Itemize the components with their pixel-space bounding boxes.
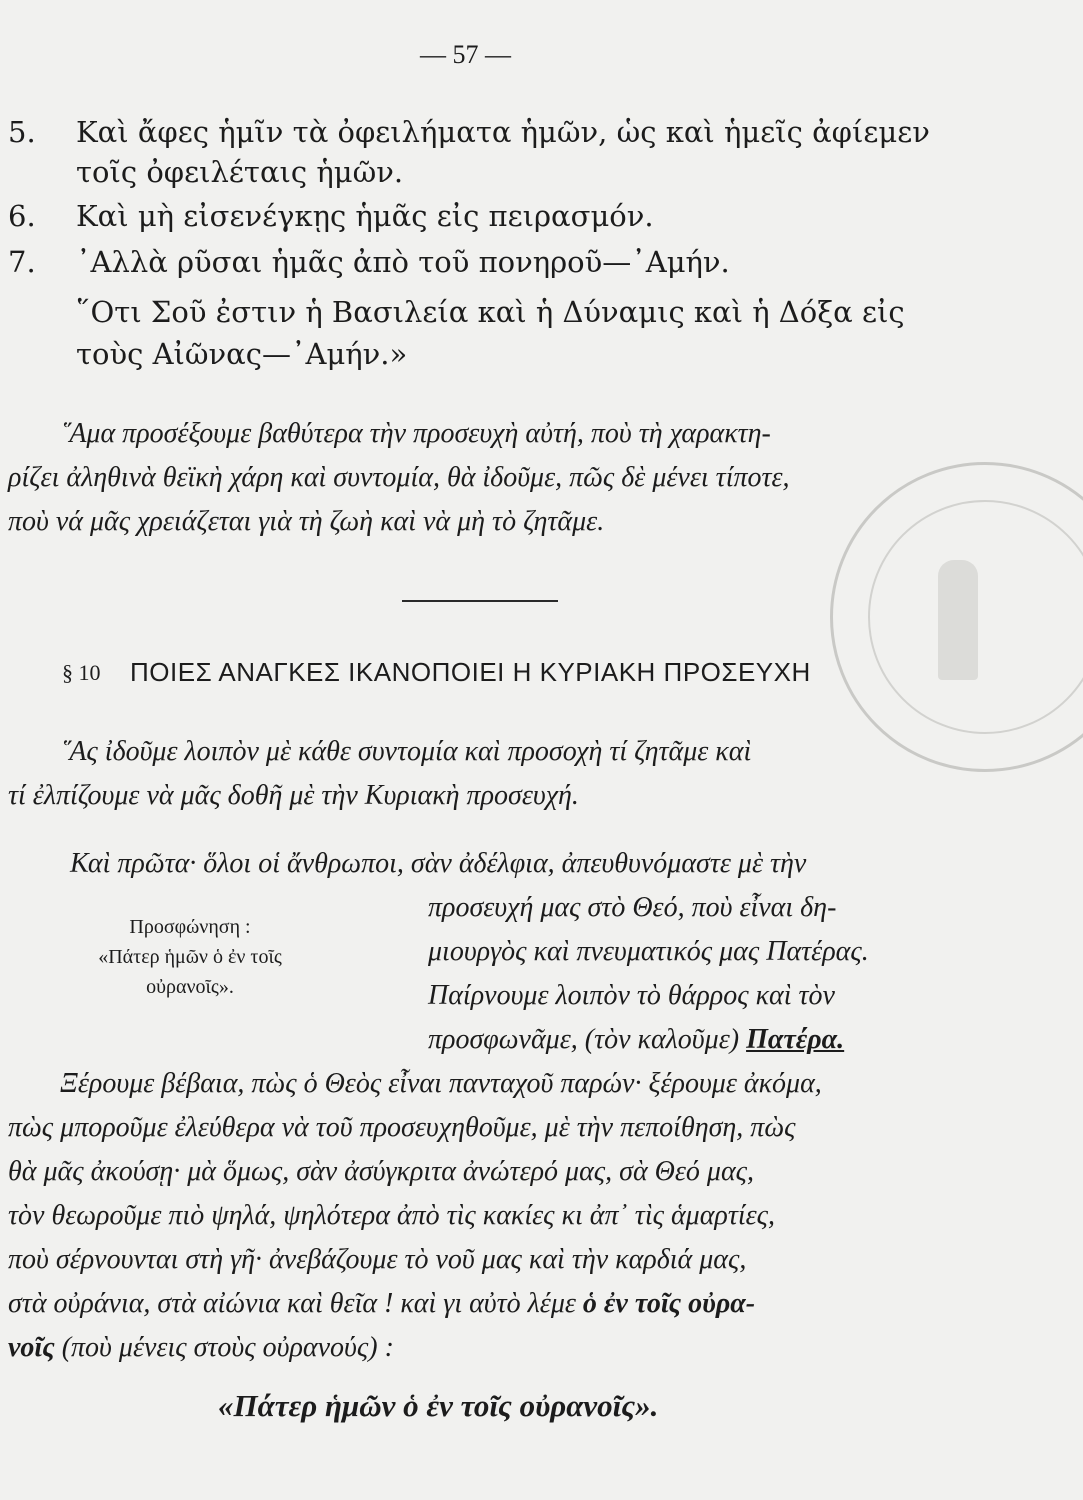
page-number: — 57 — [420,40,511,69]
section-marker: § 10 [62,660,101,685]
verse-number: 6. [8,199,36,233]
text-segment: στὰ οὐράνια, στὰ αἰώνια καὶ θεῖα ! καὶ γι αὐτὸ λέμε [8,1288,576,1319]
paragraph-line: τὸν θεωροῦμε πιὸ ψηλά, ψηλότερα ἀπὸ τὶς κακίες κι ἀπ᾿ τὶς ἁμαρτίες, [8,1200,776,1231]
verse-number: 5. [8,115,36,149]
paragraph-line: ῞Ας ἰδοῦμε λοιπὸν μὲ κάθε συντομία καὶ προσοχὴ τί ζητᾶμε καὶ [60,736,752,767]
paragraph-line: ποὺ νά μᾶς χρειάζεται γιὰ τὴ ζωὴ καὶ νὰ μὴ τὸ ζητᾶμε. [8,506,605,537]
paragraph-line: Ξέρουμε βέβαια, πὼς ὁ Θεὸς εἶναι πανταχοῦ παρών· ξέρουμε ἀκόμα, [60,1068,822,1099]
margin-note-line: οὐρανοῖς». [146,976,234,998]
stamp-figure-icon [938,560,978,680]
verse-line: ῞Οτι Σοῦ ἐστιν ἡ Βασιλεία καὶ ἡ Δύναμις καὶ ἡ Δόξα εἰς [76,295,905,329]
verse-line: τοῖς ὀφειλέταις ἡμῶν. [76,155,404,189]
verse-line: Καὶ μὴ εἰσενέγκῃς ἡμᾶς εἰς πειρασμόν. [76,199,654,233]
emphasis-text: νοῖς [8,1332,55,1363]
paragraph-line [8,1282,755,1326]
paragraph-line: ρίζει ἀληθινὰ θεϊκὴ χάρη καὶ συντομία, θὰ ἰδοῦμε, πῶς δὲ μένει τίποτε, [8,462,790,493]
margin-note [60,912,320,1002]
paragraph-line: πὼς μποροῦμε ἐλεύθερα νὰ τοῦ προσευχηθοῦμε, μὲ τὴν πεποίθηση, πὼς [8,1112,796,1143]
paragraph-line [428,1018,844,1062]
text-segment: προσφωνᾶμε, (τὸν καλοῦμε) [428,1024,740,1055]
text-segment: (ποὺ μένεις στοὺς οὐρανούς) : [61,1332,394,1363]
paragraph-line: τί ἐλπίζουμε νὰ μᾶς δοθῆ μὲ τὴν Κυριακὴ προσευχή. [8,780,579,811]
verse-line: τοὺς Αἰῶνας—᾿Αμήν.» [76,337,408,371]
paragraph-line: θὰ μᾶς ἀκούσῃ· μὰ ὅμως, σὰν ἀσύγκριτα ἀνώτερό μας, σὰ Θεό μας, [8,1156,755,1187]
closing-invocation: «Πάτερ ἡμῶν ὁ ἐν τοῖς οὐρανοῖς». [218,1388,659,1423]
section-title: ΠΟΙΕΣ ΑΝΑΓΚΕΣ ΙΚΑΝΟΠΟΙΕΙ Η ΚΥΡΙΑΚΗ ΠΡΟΣΕΥΧΗ [130,657,811,687]
emphasis-text: ὁ ἐν τοῖς οὐρα- [582,1288,756,1319]
emphasis-text: Πατέρα. [746,1024,845,1055]
paragraph-line: ῞Αμα προσέξουμε βαθύτερα τὴν προσευχὴ αὐτή, ποὺ τὴ χαρακτη- [60,418,771,449]
paragraph-line: προσευχή μας στὸ Θεό, ποὺ εἶναι δη- [428,892,837,923]
section-divider [402,600,558,602]
paragraph-line [8,1326,394,1370]
paragraph-line: μιουργὸς καὶ πνευματικός μας Πατέρας. [428,936,869,967]
paragraph-line: Καὶ πρῶτα· ὅλοι οἱ ἄνθρωποι, σὰν ἀδέλφια, ἀπευθυνόμαστε μὲ τὴν [70,848,807,879]
verse-line: ᾿Αλλὰ ρῦσαι ἡμᾶς ἀπὸ τοῦ πονηροῦ—᾿Αμήν. [76,245,730,279]
margin-note-line: Προσφώνηση : [129,916,251,938]
paragraph-line: Παίρνουμε λοιπὸν τὸ θάρρος καὶ τὸν [428,980,835,1011]
verse-number: 7. [8,245,36,279]
verse-line: Καὶ ἄφες ἡμῖν τὰ ὀφειλήματα ἡμῶν, ὡς καὶ ἡμεῖς ἀφίεμεν [76,115,930,149]
paragraph-line: ποὺ σέρνουνται στὴ γῆ· ἀνεβάζουμε τὸ νοῦ μας καὶ τὴν καρδιά μας, [8,1244,747,1275]
margin-note-line: «Πάτερ ἡμῶν ὁ ἐν τοῖς [98,946,282,968]
